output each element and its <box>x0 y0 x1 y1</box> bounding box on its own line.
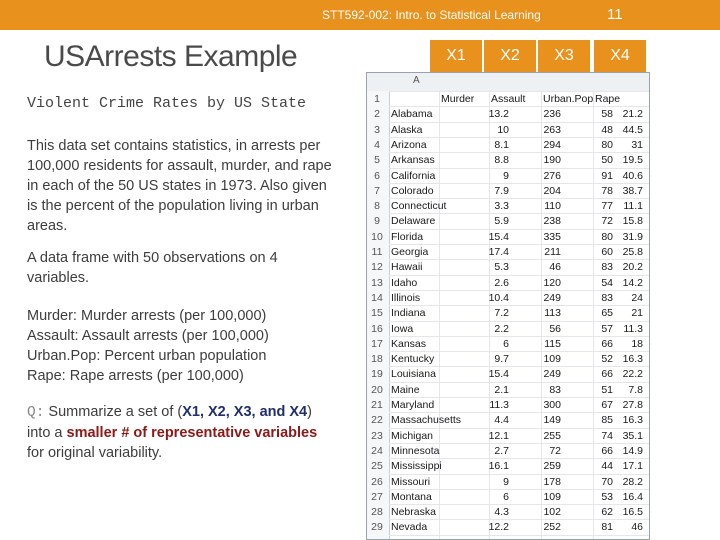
row-number: 5 <box>374 154 380 167</box>
row-number: 11 <box>371 246 383 258</box>
table-row <box>367 506 649 521</box>
rape-cell: 19.5 <box>622 154 643 167</box>
murder-cell: 7.2 <box>494 307 509 320</box>
rape-cell: 17.1 <box>622 460 643 473</box>
table-row <box>367 384 649 399</box>
urbanpop-cell: 77 <box>601 200 613 213</box>
table-row <box>367 476 649 491</box>
row-number: 1 <box>374 93 380 105</box>
top-bar <box>0 0 720 30</box>
urbanpop-cell: 80 <box>601 138 613 151</box>
urbanpop-cell: 51 <box>601 383 613 396</box>
dimensions-paragraph: A data frame with 50 observations on 4 variables. <box>27 250 278 286</box>
rape-cell: 14.2 <box>622 276 643 289</box>
urbanpop-cell: 60 <box>601 246 613 258</box>
header-cell: Assault <box>491 93 526 105</box>
assault-cell: 236 <box>543 108 561 121</box>
assault-cell: 120 <box>543 276 561 289</box>
assault-cell: 83 <box>549 383 561 396</box>
state-cell: Maryland <box>391 399 435 411</box>
table-row <box>367 430 649 445</box>
table-row <box>367 323 649 338</box>
state-cell: Nevada <box>391 521 428 534</box>
murder-cell: 7.9 <box>494 184 509 197</box>
urbanpop-cell: 48 <box>601 123 613 136</box>
rape-cell: 31 <box>631 138 643 151</box>
rape-cell: 16.3 <box>622 414 643 427</box>
state-cell: Mississippi <box>391 460 442 473</box>
table-row <box>367 261 649 276</box>
table-row <box>367 246 649 261</box>
table-row <box>367 368 649 383</box>
murder-cell: 2.7 <box>494 444 509 457</box>
murder-cell: 9 <box>503 475 509 488</box>
question-text <box>27 402 337 463</box>
murder-cell: 10.4 <box>488 291 509 304</box>
rape-cell: 24 <box>631 291 643 304</box>
x2-label: X2 <box>484 40 536 72</box>
question-part: for original variability. <box>27 445 163 461</box>
row-number: 23 <box>371 429 383 442</box>
rape-cell: 11.1 <box>623 200 643 213</box>
urbanpop-cell: 83 <box>601 291 613 304</box>
urbanpop-cell: 50 <box>601 154 613 167</box>
urbanpop-cell: 78 <box>601 184 613 197</box>
question-variables: X1, X2, X3, and X4 <box>182 404 308 420</box>
assault-cell: 56 <box>549 322 561 335</box>
table-row <box>367 139 649 154</box>
state-cell: Massachusetts <box>391 414 461 427</box>
rape-cell: 11.3 <box>623 322 643 335</box>
row-number: 27 <box>371 490 383 503</box>
murder-cell: 13.2 <box>488 108 509 121</box>
urbanpop-cell: 44 <box>601 460 613 473</box>
x4-label: X4 <box>594 40 646 72</box>
assault-cell: 294 <box>543 138 561 151</box>
assault-cell: 110 <box>544 200 561 213</box>
murder-cell: 15.4 <box>488 230 509 243</box>
murder-cell: 9.7 <box>494 353 509 366</box>
row-number: 14 <box>371 291 383 304</box>
slide-subtitle: Violent Crime Rates by US State <box>27 95 307 112</box>
header-cell: Urban.Pop <box>543 93 594 105</box>
x1-label: X1 <box>430 40 482 72</box>
murder-cell: 8.1 <box>494 138 509 151</box>
murder-cell: 15.4 <box>488 368 509 381</box>
assault-cell: 178 <box>543 475 561 488</box>
assault-cell: 255 <box>543 429 561 442</box>
row-number: 15 <box>371 307 383 320</box>
urbanpop-cell: 62 <box>601 506 613 519</box>
state-cell: Illinois <box>391 291 421 304</box>
urbanpop-cell: 58 <box>601 108 613 121</box>
murder-cell: 10 <box>497 123 509 136</box>
column-letter: A <box>413 75 420 86</box>
rape-cell: 7.8 <box>628 383 643 396</box>
question-emphasis: smaller # of representative variables <box>66 425 318 441</box>
variable-item: Rape: Rape arrests (per 100,000) <box>27 368 244 384</box>
row-number: 3 <box>374 123 380 136</box>
variable-item: Assault: Assault arrests (per 100,000) <box>27 328 269 344</box>
row-number: 8 <box>374 200 380 213</box>
rape-cell: 46 <box>631 521 643 534</box>
question-part: Summarize a set of ( <box>44 404 183 420</box>
state-cell: Hawaii <box>391 261 423 274</box>
rape-cell: 22.2 <box>622 368 643 381</box>
state-cell: Alaska <box>391 123 423 136</box>
rape-cell: 35.1 <box>622 429 643 442</box>
urbanpop-cell: 74 <box>601 429 613 442</box>
row-number: 12 <box>371 261 383 274</box>
table-row <box>367 521 649 536</box>
state-cell: Idaho <box>391 276 418 289</box>
table-row <box>367 414 649 429</box>
urbanpop-cell: 52 <box>601 353 613 366</box>
state-cell: Arizona <box>391 138 427 151</box>
murder-cell: 12.2 <box>488 521 509 534</box>
state-cell: Alabama <box>391 108 433 121</box>
murder-cell: 5.3 <box>494 261 509 274</box>
row-number: 28 <box>371 506 383 519</box>
state-cell: Arkansas <box>391 154 435 167</box>
row-number: 16 <box>371 322 383 335</box>
urbanpop-cell: 91 <box>601 169 613 182</box>
state-cell: Georgia <box>391 246 429 258</box>
assault-cell: 276 <box>543 169 561 182</box>
header-cell: Rape <box>595 93 621 105</box>
assault-cell: 335 <box>543 230 561 243</box>
description-paragraph: This data set contains statistics, in arrests per 100,000 residents for assault, murder, and rape in each of the 50 US states in 1973. Also given is the percent of the population living in urban areas. <box>27 138 332 234</box>
table-row <box>367 307 649 322</box>
assault-cell: 190 <box>543 154 561 167</box>
row-number: 18 <box>371 353 383 366</box>
row-number: 9 <box>374 215 380 228</box>
table-row <box>367 170 649 185</box>
rape-cell: 25.8 <box>622 246 643 258</box>
murder-cell: 3.3 <box>494 200 509 213</box>
row-number: 7 <box>374 184 380 197</box>
murder-cell: 2.2 <box>494 322 509 335</box>
spreadsheet <box>366 72 650 540</box>
assault-cell: 109 <box>543 490 561 503</box>
rape-cell: 16.4 <box>622 490 643 503</box>
row-number: 26 <box>371 475 383 488</box>
grid-line <box>389 91 649 92</box>
table-row <box>367 491 649 506</box>
urbanpop-cell: 80 <box>601 230 613 243</box>
rape-cell: 27.8 <box>622 399 643 411</box>
rape-cell: 20.2 <box>622 261 643 274</box>
state-cell: Colorado <box>391 184 434 197</box>
table-row <box>367 292 649 307</box>
rape-cell: 16.5 <box>622 506 643 519</box>
assault-cell: 259 <box>543 460 561 473</box>
urbanpop-cell: 66 <box>601 337 613 350</box>
state-cell: Indiana <box>391 307 426 320</box>
urbanpop-cell: 85 <box>601 414 613 427</box>
assault-cell: 115 <box>544 337 561 350</box>
assault-cell: 300 <box>543 399 561 411</box>
state-cell: Kansas <box>391 337 427 350</box>
rape-cell: 44.5 <box>622 123 643 136</box>
row-number: 10 <box>371 230 383 243</box>
state-cell: Iowa <box>391 322 414 335</box>
header-cell: Murder <box>441 93 475 105</box>
assault-cell: 249 <box>543 368 561 381</box>
rape-cell: 18 <box>631 337 643 350</box>
urbanpop-cell: 70 <box>601 475 613 488</box>
x3-label: X3 <box>538 40 590 72</box>
slide-title: USArrests Example <box>44 40 298 73</box>
urbanpop-cell: 83 <box>601 261 613 274</box>
murder-cell: 4.3 <box>494 506 509 519</box>
page-number: 11 <box>607 6 623 23</box>
murder-cell: 12.1 <box>488 429 509 442</box>
row-number: 29 <box>371 521 383 534</box>
state-cell: Minnesota <box>391 444 440 457</box>
urbanpop-cell: 67 <box>601 399 613 411</box>
rape-cell: 21 <box>631 307 643 320</box>
murder-cell: 6 <box>503 490 509 503</box>
assault-cell: 102 <box>543 506 561 519</box>
murder-cell: 8.8 <box>494 154 509 167</box>
murder-cell: 5.9 <box>494 215 509 228</box>
assault-cell: 238 <box>543 215 561 228</box>
table-row <box>367 108 649 123</box>
assault-cell: 72 <box>549 444 561 457</box>
urbanpop-cell: 65 <box>601 307 613 320</box>
state-cell: Montana <box>391 490 432 503</box>
rape-cell: 31.9 <box>622 230 643 243</box>
assault-cell: 149 <box>543 414 561 427</box>
row-number: 19 <box>371 368 383 381</box>
assault-cell: 113 <box>544 307 561 320</box>
row-number: 24 <box>371 444 383 457</box>
state-cell: Louisiana <box>391 368 436 381</box>
state-cell: Delaware <box>391 215 436 228</box>
table-row <box>367 399 649 414</box>
question-part: ) into a <box>27 404 312 441</box>
table-row <box>367 353 649 368</box>
state-cell: Maine <box>391 383 420 396</box>
table-row <box>367 277 649 292</box>
rape-cell: 15.8 <box>622 215 643 228</box>
murder-cell: 2.1 <box>494 383 509 396</box>
state-cell: Florida <box>391 230 424 243</box>
rape-cell: 14.9 <box>622 444 643 457</box>
variable-item: Urban.Pop: Percent urban population <box>27 348 267 364</box>
assault-cell: 46 <box>549 261 561 274</box>
assault-cell: 263 <box>543 123 561 136</box>
urbanpop-cell: 72 <box>601 215 613 228</box>
rape-cell: 16.3 <box>622 353 643 366</box>
urbanpop-cell: 66 <box>601 444 613 457</box>
rape-cell: 28.2 <box>622 475 643 488</box>
urbanpop-cell: 81 <box>601 521 613 534</box>
row-number: 25 <box>371 460 383 473</box>
assault-cell: 204 <box>543 184 561 197</box>
state-cell: Missouri <box>391 475 431 488</box>
murder-cell: 4.4 <box>494 414 509 427</box>
rape-cell: 40.6 <box>622 169 643 182</box>
table-row <box>367 185 649 200</box>
variables-list <box>27 306 337 386</box>
assault-cell: 252 <box>543 521 561 534</box>
variable-item: Murder: Murder arrests (per 100,000) <box>27 308 267 324</box>
table-row <box>367 460 649 475</box>
header-row <box>367 93 649 108</box>
rape-cell: 21.2 <box>622 108 643 121</box>
row-number: 21 <box>371 399 383 411</box>
urbanpop-cell: 57 <box>601 322 613 335</box>
assault-cell: 109 <box>543 353 561 366</box>
row-number: 4 <box>374 138 380 151</box>
row-number: 22 <box>371 414 383 427</box>
murder-cell: 16.1 <box>488 460 509 473</box>
row-number: 6 <box>374 169 380 182</box>
assault-cell: 211 <box>544 246 561 258</box>
state-cell: California <box>391 169 436 182</box>
rape-cell: 38.7 <box>622 184 643 197</box>
urbanpop-cell: 53 <box>601 490 613 503</box>
row-number: 17 <box>371 337 383 350</box>
state-cell: Connecticut <box>391 200 447 213</box>
table-row <box>367 338 649 353</box>
column-header-bar <box>367 73 649 92</box>
murder-cell: 9 <box>503 169 509 182</box>
murder-cell: 6 <box>503 337 509 350</box>
urbanpop-cell: 54 <box>601 276 613 289</box>
table-row <box>367 154 649 169</box>
state-cell: Kentucky <box>391 353 435 366</box>
row-number: 20 <box>371 383 383 396</box>
table-row <box>367 215 649 230</box>
murder-cell: 11.3 <box>489 399 509 411</box>
urbanpop-cell: 66 <box>601 368 613 381</box>
state-cell: Michigan <box>391 429 434 442</box>
table-row <box>367 445 649 460</box>
question-prefix: Q: <box>27 405 45 421</box>
table-row <box>367 231 649 246</box>
table-row <box>367 200 649 215</box>
row-number: 2 <box>374 108 380 121</box>
murder-cell: 17.4 <box>488 246 509 258</box>
state-cell: Nebraska <box>391 506 436 519</box>
row-number: 13 <box>371 276 383 289</box>
assault-cell: 249 <box>543 291 561 304</box>
table-row <box>367 124 649 139</box>
course-title: STT592-002: Intro. to Statistical Learning <box>322 8 541 22</box>
murder-cell: 2.6 <box>494 276 509 289</box>
